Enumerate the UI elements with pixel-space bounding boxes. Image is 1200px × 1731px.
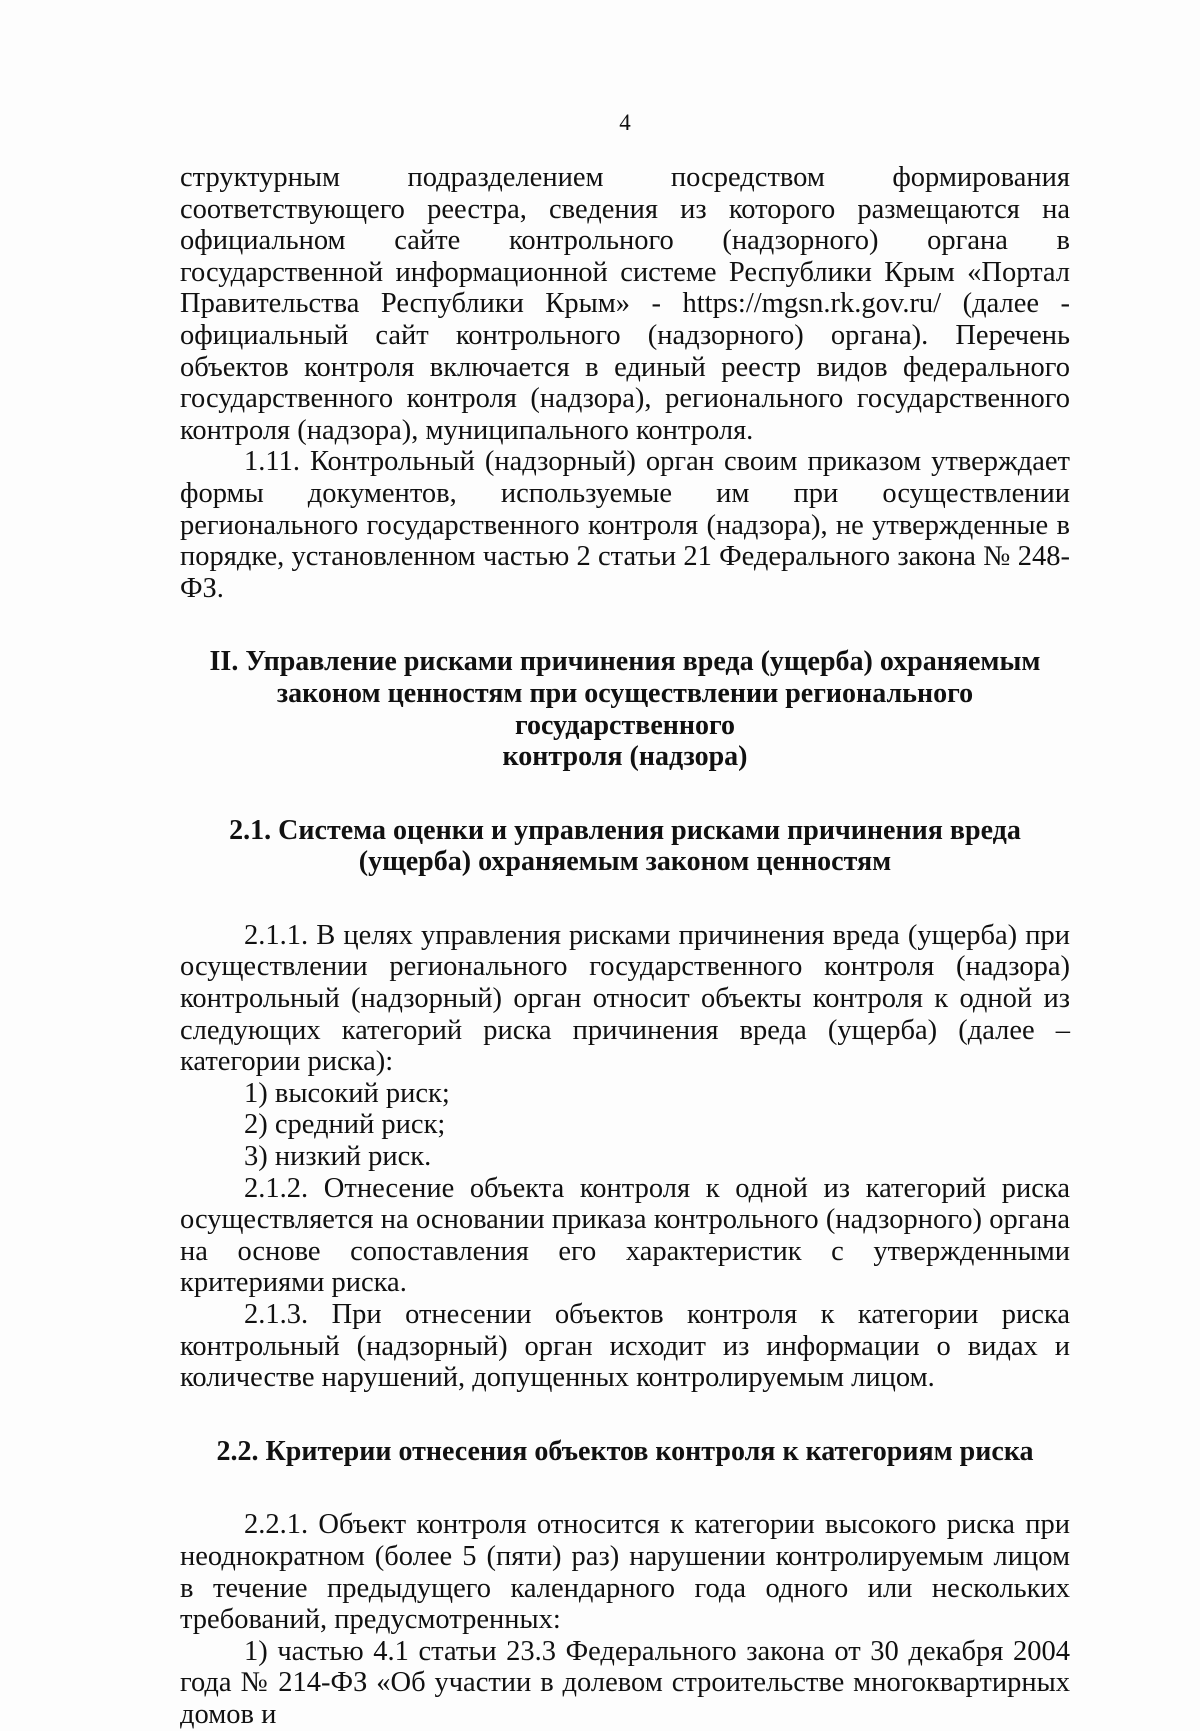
section-2-title-line: законом ценностям при осуществлении регионального государственного [276,677,974,741]
risk-item-medium: 2) средний риск; [244,1109,446,1141]
paragraph-2-1-1: 2.1.1. В целях управления рисками причинения вреда (ущерба) при осуществлении регионального государственного контроля (надзора) контрольный (надзорный) орган относит объекты контроля к одной из следующих категорий риска причинения вреда (ущерба) (далее – категории риска): [180,919,1070,1078]
spacer [180,773,1070,815]
risk-item-low: 3) низкий риск. [244,1141,432,1173]
spacer [180,604,1070,646]
spacer [180,1467,1070,1509]
paragraph-2-2-1: 2.2.1. Объект контроля относится к категории высокого риска при неоднократном (более 5 (пяти) раз) нарушении контролируемым лицом в течение предыдущего календарного года одного или нескольких требований, предусмотренных: [180,1509,1070,1636]
spacer [180,1394,1070,1436]
section-2-title-line: контроля (надзора) [502,741,748,773]
section-2-title-line: II. Управление рисками причинения вреда (ущерба) охраняемым [209,646,1041,678]
continuation-paragraph: структурным подразделением посредством формирования соответствующего реестра, сведения из которого размещаются на официальном сайте контрольного (надзорного) органа в государственной информационной системе Республики Крым «Портал Правительства Республики Крым» - https://mgsn.rk.gov.ru/ (далее - официальный сайт контрольного (надзорного) органа). Перечень объектов контроля включается в единый реестр видов федерального государственного контроля (надзора), регионального государственного контроля (надзора), муниципального контроля. [180,162,1070,446]
page-number: 4 [619,110,631,135]
paragraph-2-1-3: 2.1.3. При отнесении объектов контроля к категории риска контрольный (надзорный) орган исходит из информации о видах и количестве нарушений, допущенных контролируемым лицом. [180,1299,1070,1394]
section-2-title [180,646,1070,772]
subsection-2-2-title: 2.2. Критерии отнесения объектов контроля к категориям риска [216,1435,1034,1467]
spacer [180,878,1070,920]
document-body [180,162,1070,1731]
paragraph-2-2-1-item-1: 1) частью 4.1 статьи 23.3 Федерального закона от 30 декабря 2004 года № 214-ФЗ «Об участии в долевом строительстве многоквартирных домов и [180,1635,1070,1730]
risk-item-high: 1) высокий риск; [244,1077,450,1109]
paragraph-2-1-2: 2.1.2. Отнесение объекта контроля к одной из категорий риска осуществляется на основании приказа контрольного (надзорного) органа на основе сопоставления его характеристик с утвержденными критериями риска. [180,1172,1070,1299]
paragraph-1-11: 1.11. Контрольный (надзорный) орган своим приказом утверждает формы документов, используемые им при осуществлении регионального государственного контроля (надзора), не утвержденные в порядке, установленном частью 2 статьи 21 Федерального закона № 248-ФЗ. [180,446,1070,604]
subsection-2-1-title-line: 2.1. Система оценки и управления рисками причинения вреда [229,814,1021,846]
subsection-2-1-title [180,815,1070,878]
subsection-2-1-title-line: (ущерба) охраняемым законом ценностям [358,846,892,878]
